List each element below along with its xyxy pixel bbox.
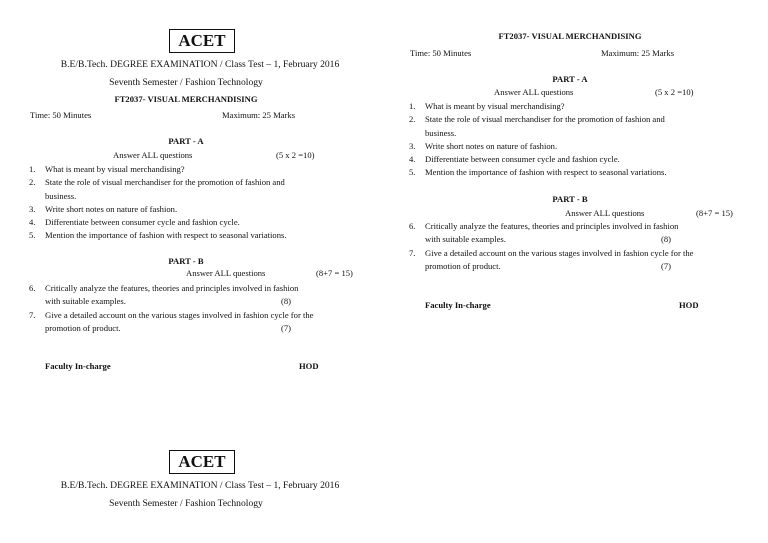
part-b-marks: (8+7 = 15) [316, 268, 353, 278]
exam-title: B.E/B.Tech. DEGREE EXAMINATION / Class Test – 1, February 2016 [60, 59, 340, 70]
list-item: 4. Differentiate between consumer cycle and fashion cycle. [409, 154, 620, 165]
part-b-questions [29, 282, 359, 335]
institution-logo: ACET [169, 450, 235, 474]
part-a-instruction: Answer ALL questions [113, 150, 193, 160]
list-item: 3. Write short notes on nature of fashion. [409, 140, 558, 151]
semester-line: Seventh Semester / Fashion Technology [109, 77, 263, 88]
part-a-marks: (5 x 2 =10) [655, 87, 694, 97]
list-item: 6. Critically analyze the features, theories and principles involved in fashion with suitable examples. (8) [29, 283, 299, 307]
list-item: 3. Write short notes on nature of fashion. [29, 203, 178, 214]
part-a-questions [409, 100, 741, 180]
list-item: 7. Give a detailed account on the various stages involved in fashion cycle for the promotion of product. (7) [409, 247, 694, 271]
part-b-title: PART - B [168, 256, 204, 266]
list-item: 5. Mention the importance of fashion with respect to seasonal variations. [29, 230, 287, 241]
faculty-signature-label: Faculty In-charge [425, 300, 491, 310]
part-a-marks: (5 x 2 =10) [276, 150, 315, 160]
max-marks-label: Maximum: 25 Marks [222, 110, 296, 120]
part-b-questions [409, 220, 741, 273]
list-item: 4. Differentiate between consumer cycle and fashion cycle. [29, 217, 240, 228]
list-item: 2. State the role of visual merchandiser for the promotion of fashion and business. [409, 114, 665, 138]
institution-logo: ACET [169, 29, 235, 53]
exam-title: B.E/B.Tech. DEGREE EXAMINATION / Class Test – 1, February 2016 [60, 480, 340, 491]
list-item: 7. Give a detailed account on the various stages involved in fashion cycle for the promotion of product. (7) [29, 309, 314, 333]
subject-title: FT2037- VISUAL MERCHANDISING [114, 94, 258, 104]
hod-signature-label: HOD [679, 300, 699, 310]
list-item: 5. Mention the importance of fashion with respect to seasonal variations. [409, 167, 667, 178]
part-a-title: PART - A [552, 74, 588, 84]
part-a-title: PART - A [168, 136, 204, 146]
faculty-signature-label: Faculty In-charge [45, 361, 111, 371]
list-item: 1. What is meant by visual merchandising? [29, 164, 185, 174]
max-marks-label: Maximum: 25 Marks [601, 48, 675, 58]
part-b-title: PART - B [552, 194, 588, 204]
time-label: Time: 50 Minutes [30, 110, 92, 120]
part-b-instruction: Answer ALL questions [186, 268, 266, 278]
time-label: Time: 50 Minutes [410, 48, 472, 58]
list-item: 2. State the role of visual merchandiser for the promotion of fashion and business. [29, 177, 285, 201]
semester-line: Seventh Semester / Fashion Technology [109, 498, 263, 509]
part-b-marks: (8+7 = 15) [696, 208, 733, 218]
list-item: 6. Critically analyze the features, theories and principles involved in fashion with suitable examples. (8) [409, 221, 679, 245]
part-a-questions [29, 163, 359, 243]
list-item: 1. What is meant by visual merchandising? [409, 101, 565, 111]
hod-signature-label: HOD [299, 361, 319, 371]
part-a-instruction: Answer ALL questions [494, 87, 574, 97]
subject-title: FT2037- VISUAL MERCHANDISING [498, 31, 642, 41]
part-b-instruction: Answer ALL questions [565, 208, 645, 218]
